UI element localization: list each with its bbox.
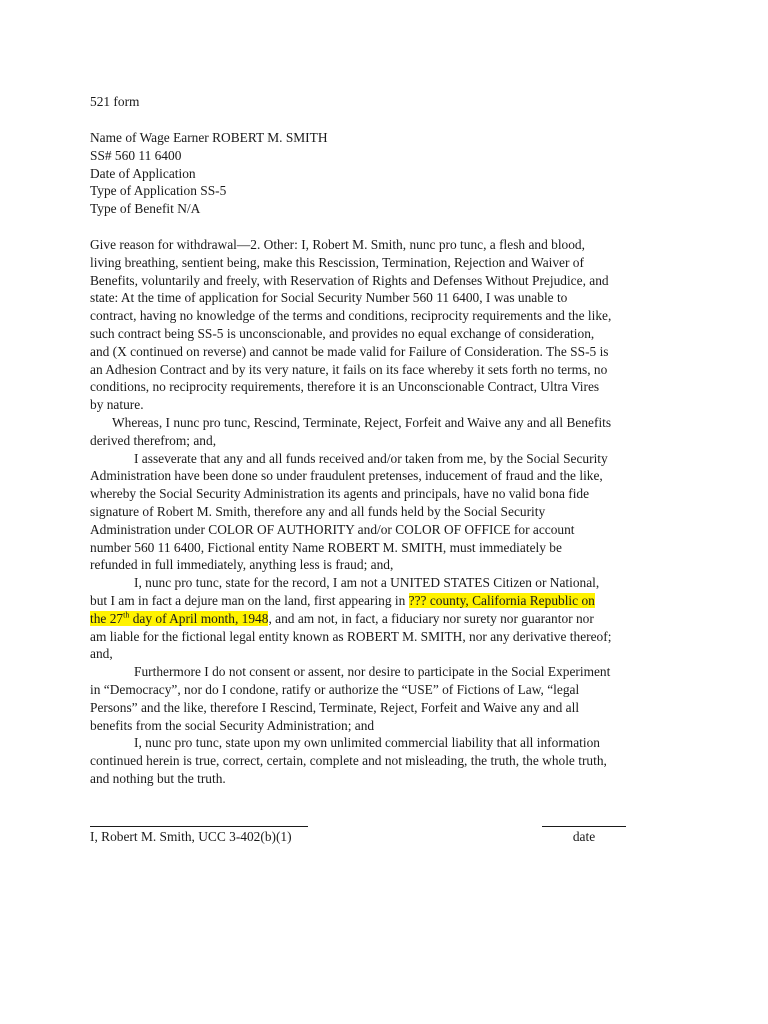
signature-line [90,826,308,827]
date-block [542,826,626,846]
record-statement-paragraph [90,574,680,663]
date-of-application-line: Date of Application [90,165,196,181]
application-header [90,129,680,218]
body-line: Benefits, voluntarily and freely, with Reservation of Rights and Defenses Without Prejudice, and [90,272,609,288]
body-line: I, nunc pro tunc, state upon my own unlimited commercial liability that all information [134,735,600,751]
body-line: such contract being SS-5 is unconscionable, and provides no equal exchange of consideration, [90,325,595,341]
ss-number-line: SS# 560 11 6400 [90,147,182,163]
date-label: date [572,829,596,844]
body-line: an Adhesion Contract and by its very nature, it fails on its face whereby it sets forth no terms, no [90,361,608,377]
body-line: Give reason for withdrawal—2. Other: I, Robert M. Smith, nunc pro tunc, a flesh and blood, [90,237,585,252]
body-line: by nature. [90,397,144,413]
whereas-paragraph [90,414,680,450]
body-line: and nothing but the truth. [90,770,226,786]
body-line: and, [90,646,113,662]
highlighted-text [90,611,268,626]
body-line: I asseverate that any and all funds received and/or taken from me, by the Social Security [134,450,608,466]
withdrawal-reason-paragraph [90,236,680,414]
highlighted-date-text: day of April month, 1948 [129,610,269,626]
body-line: in “Democracy”, nor do I condone, ratify or authorize the “USE” of Fictions of Law, “legal [90,681,580,697]
highlighted-date-text: the 27 [90,610,124,626]
body-text: but I am in fact a dejure man on the land, first appearing in [90,592,409,608]
ordinal-suffix: th [123,610,130,620]
body-line: refunded in full immediately, anything less is fraud; and, [90,557,394,573]
body-line: am liable for the fictional legal entity known as ROBERT M. SMITH, nor any derivative thereof; [90,628,612,644]
asseverate-paragraph [90,450,680,575]
body-line: contract, having no knowledge of the terms and conditions, reciprocity requirements and the like, [90,308,612,324]
body-line: Whereas, I nunc pro tunc, Rescind, Terminate, Reject, Forfeit and Waive any and all Benefits [112,414,612,430]
body-line: number 560 11 6400, Fictional entity Name ROBERT M. SMITH, must immediately be [90,539,562,555]
body-line: conditions, no reciprocity requirements, therefore it is an Unconscionable Contract, Ultra Vires [90,379,600,395]
body-line: Administration under COLOR OF AUTHORITY and/or COLOR OF OFFICE for account [90,521,575,537]
body-line: derived therefrom; and, [90,432,217,448]
liability-paragraph [90,734,680,787]
consent-paragraph [90,663,680,734]
body-line: and (X continued on reverse) and cannot be made valid for Failure of Consideration. The SS-5 is [90,343,609,359]
signature-block [90,826,310,846]
wage-earner-line: Name of Wage Earner ROBERT M. SMITH [90,130,328,145]
signer-label: I, Robert M. Smith, UCC 3-402(b)(1) [90,829,292,844]
body-line [90,592,680,610]
document-body [90,236,680,788]
body-line: Persons” and the like, therefore I Rescind, Terminate, Reject, Forfeit and Waive any and all [90,699,580,715]
date-line [542,826,626,827]
type-of-benefit-line: Type of Benefit N/A [90,201,201,217]
type-of-application-line: Type of Application SS-5 [90,183,227,199]
body-line: Administration have been done so under fraudulent pretenses, inducement of fraud and the like, [90,468,603,484]
body-line: continued herein is true, correct, certain, complete and not misleading, the truth, the whole truth, [90,753,607,769]
body-line: state: At the time of application for Social Security Number 560 11 6400, I was unable to [90,290,568,306]
body-line: signature of Robert M. Smith, therefore any and all funds held by the Social Security [90,503,546,519]
body-line: I, nunc pro tunc, state for the record, I am not a UNITED STATES Citizen or National, [134,575,600,591]
body-line [90,610,680,628]
body-line: whereby the Social Security Administration its agents and principals, have no valid bona fide [90,486,590,502]
body-line: benefits from the social Security Administration; and [90,717,375,733]
highlighted-text: ??? county, California Republic on [408,592,595,608]
form-title-text: 521 form [90,94,140,109]
body-text: , and am not, in fact, a fiduciary nor surety nor guarantor nor [268,610,594,626]
body-line: Furthermore I do not consent or assent, nor desire to participate in the Social Experiment [134,664,611,680]
body-line: living breathing, sentient being, make this Rescission, Termination, Rejection and Waiver of [90,254,584,270]
form-title [90,93,680,111]
